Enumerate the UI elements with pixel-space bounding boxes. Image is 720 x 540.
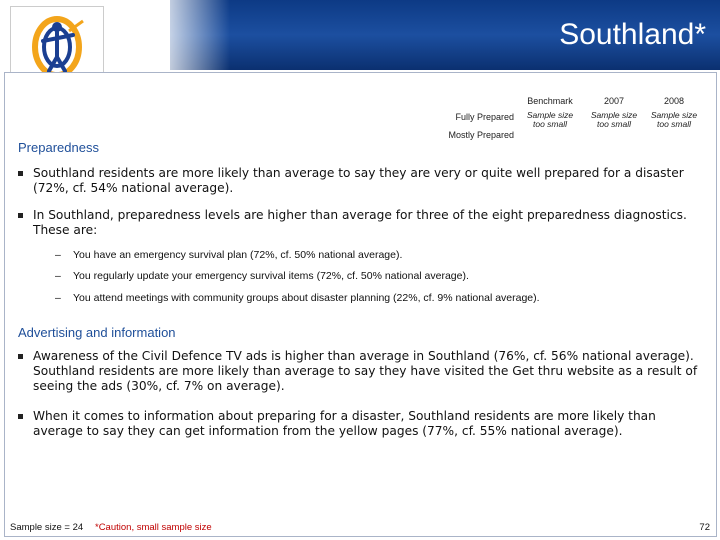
subpoint-text: You have an emergency survival plan (72%, cf. 50% national average). (73, 249, 403, 261)
bullet-marker (18, 213, 23, 218)
bench-col-2007: 2007 (603, 96, 625, 106)
page-number: 72 (699, 522, 710, 533)
dash-marker: – (55, 249, 61, 261)
content-frame (4, 72, 717, 537)
bench-cell-2007: Sample size too small (590, 110, 638, 129)
advertising-bullet (18, 349, 698, 394)
bullet-marker (18, 171, 23, 176)
dash-marker: – (55, 270, 61, 282)
caution-note: *Caution, small sample size (95, 522, 212, 533)
preparedness-subpoint (55, 249, 695, 261)
bullet-text: Southland residents are more likely than average to say they are very or quite well prepared for a disaster (72%, cf. 54% national average). (33, 166, 684, 195)
bullet-marker (18, 414, 23, 419)
advertising-bullet (18, 409, 698, 439)
bench-row-fully-prepared: Fully Prepared (455, 112, 514, 122)
bench-row-mostly-prepared: Mostly Prepared (448, 130, 514, 140)
preparedness-bullet (18, 208, 698, 238)
bullet-text: When it comes to information about preparing for a disaster, Southland residents are more likely than average to say they can get information from the yellow pages (77%, cf. 55% national average). (33, 409, 656, 438)
preparedness-subpoint (55, 292, 695, 304)
page-title: Southland* (559, 18, 706, 51)
preparedness-heading: Preparedness (18, 140, 99, 155)
sample-size-note: Sample size = 24 (10, 522, 84, 533)
dash-marker: – (55, 292, 61, 304)
advertising-heading: Advertising and information (18, 325, 176, 340)
logo-emblem-icon (29, 13, 85, 79)
preparedness-subpoint (55, 270, 695, 282)
bullet-marker (18, 354, 23, 359)
bench-col-2008: 2008 (663, 96, 685, 106)
bullet-text: In Southland, preparedness levels are higher than average for three of the eight preparedness diagnostics. These are: (33, 208, 687, 237)
bench-cell-2008: Sample size too small (650, 110, 698, 129)
subpoint-text: You attend meetings with community groups about disaster planning (22%, cf. 9% national average). (73, 292, 540, 304)
preparedness-bullet (18, 166, 698, 196)
bench-col-benchmark: Benchmark (527, 96, 573, 106)
header-band (0, 0, 720, 70)
bench-cell-benchmark: Sample size too small (526, 110, 574, 129)
bullet-text: Awareness of the Civil Defence TV ads is higher than average in Southland (76%, cf. 56% national average). Southland residents are more likely than average to say they have visited the Get thru website as a result of seeing the ads (30%, cf. 7% on average). (33, 349, 698, 393)
subpoint-text: You regularly update your emergency survival items (72%, cf. 50% national average). (73, 270, 469, 282)
